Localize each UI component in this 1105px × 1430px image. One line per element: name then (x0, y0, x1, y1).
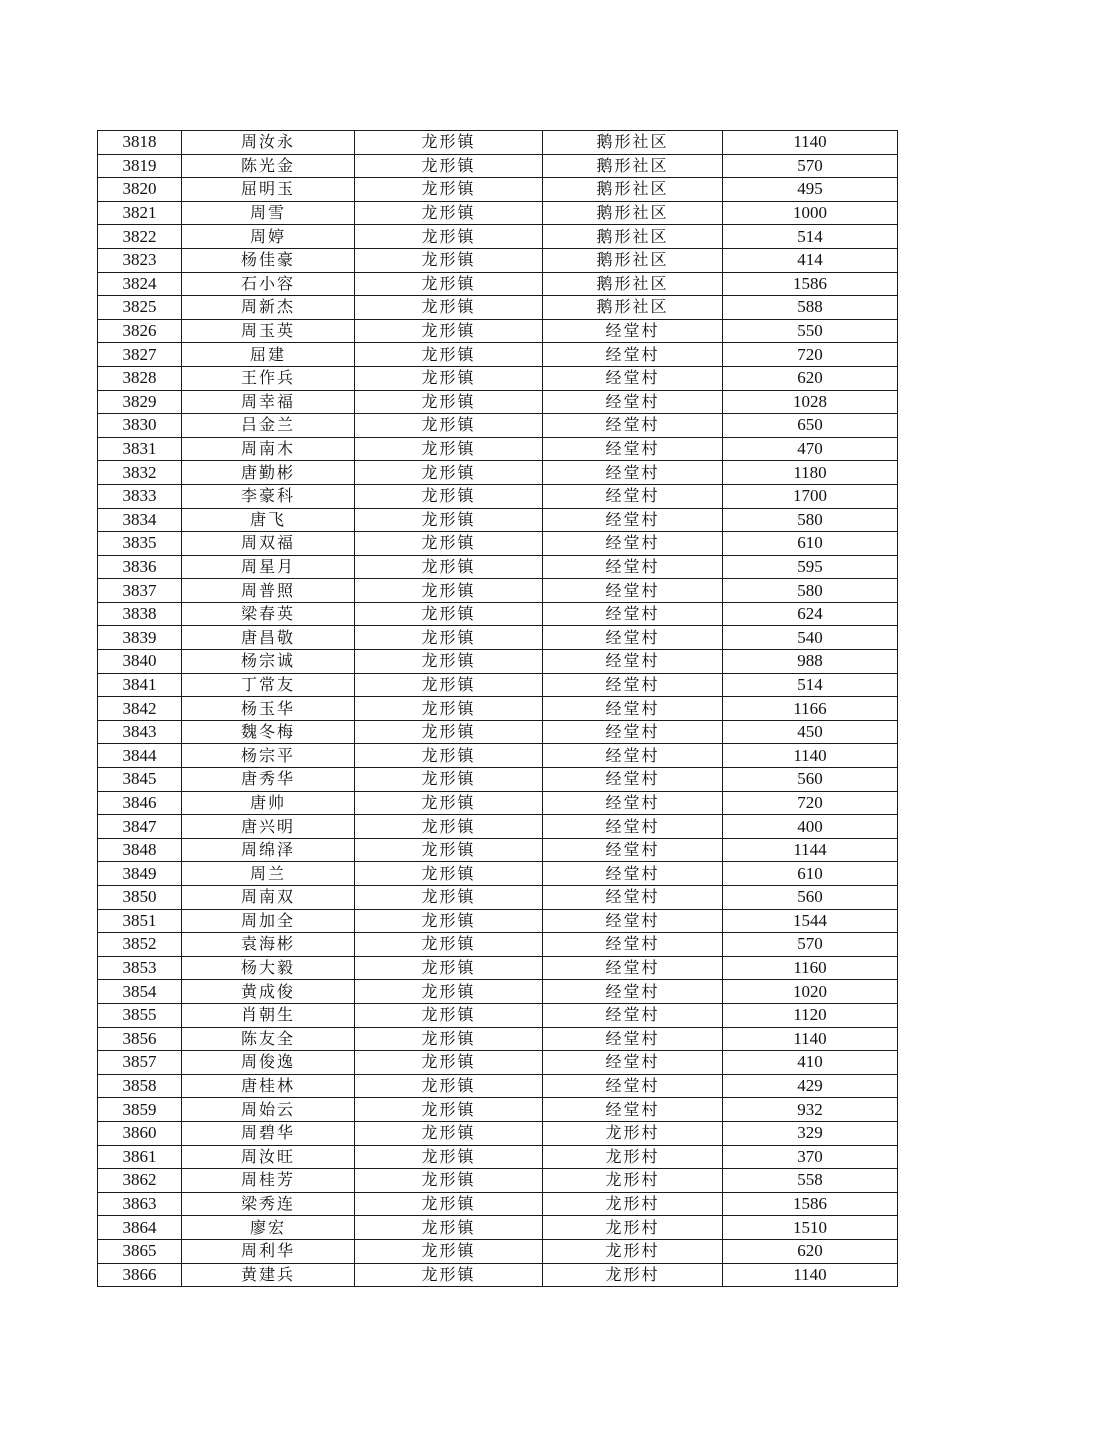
amount-cell: 595 (723, 555, 898, 579)
amount-cell: 1140 (723, 744, 898, 768)
town-cell: 龙形镇 (355, 225, 543, 249)
table-row (98, 1074, 898, 1098)
town-cell: 龙形镇 (355, 1098, 543, 1122)
amount-cell: 429 (723, 1074, 898, 1098)
table-row (98, 414, 898, 438)
name-cell: 唐昌敬 (182, 626, 355, 650)
name-cell: 丁常友 (182, 673, 355, 697)
table-row (98, 980, 898, 1004)
village-cell: 经堂村 (543, 697, 723, 721)
row-number-cell: 3826 (98, 319, 182, 343)
name-cell: 周俊逸 (182, 1051, 355, 1075)
table-row (98, 886, 898, 910)
row-number-cell: 3845 (98, 768, 182, 792)
row-number-cell: 3859 (98, 1098, 182, 1122)
name-cell: 唐秀华 (182, 768, 355, 792)
table-row (98, 1263, 898, 1287)
town-cell: 龙形镇 (355, 532, 543, 556)
row-number-cell: 3853 (98, 956, 182, 980)
name-cell: 周桂芳 (182, 1169, 355, 1193)
village-cell: 经堂村 (543, 838, 723, 862)
amount-cell: 570 (723, 154, 898, 178)
town-cell: 龙形镇 (355, 1216, 543, 1240)
town-cell: 龙形镇 (355, 602, 543, 626)
amount-cell: 400 (723, 815, 898, 839)
table-row (98, 650, 898, 674)
amount-cell: 1180 (723, 461, 898, 485)
amount-cell: 1700 (723, 484, 898, 508)
village-cell: 经堂村 (543, 532, 723, 556)
village-cell: 经堂村 (543, 508, 723, 532)
amount-cell: 610 (723, 532, 898, 556)
village-cell: 经堂村 (543, 862, 723, 886)
village-cell: 经堂村 (543, 414, 723, 438)
village-cell: 经堂村 (543, 602, 723, 626)
town-cell: 龙形镇 (355, 980, 543, 1004)
village-cell: 经堂村 (543, 437, 723, 461)
name-cell: 廖宏 (182, 1216, 355, 1240)
name-cell: 周新杰 (182, 296, 355, 320)
row-number-cell: 3860 (98, 1121, 182, 1145)
table-row (98, 744, 898, 768)
village-cell: 经堂村 (543, 579, 723, 603)
name-cell: 杨佳豪 (182, 248, 355, 272)
amount-cell: 1160 (723, 956, 898, 980)
row-number-cell: 3855 (98, 1003, 182, 1027)
amount-cell: 1510 (723, 1216, 898, 1240)
row-number-cell: 3856 (98, 1027, 182, 1051)
table-row (98, 791, 898, 815)
village-cell: 鹅形社区 (543, 131, 723, 155)
table-row (98, 956, 898, 980)
amount-cell: 1120 (723, 1003, 898, 1027)
town-cell: 龙形镇 (355, 248, 543, 272)
row-number-cell: 3824 (98, 272, 182, 296)
row-number-cell: 3825 (98, 296, 182, 320)
row-number-cell: 3818 (98, 131, 182, 155)
amount-cell: 540 (723, 626, 898, 650)
amount-cell: 1144 (723, 838, 898, 862)
name-cell: 杨玉华 (182, 697, 355, 721)
amount-cell: 1140 (723, 1263, 898, 1287)
name-cell: 李豪科 (182, 484, 355, 508)
row-number-cell: 3820 (98, 178, 182, 202)
table-row (98, 1169, 898, 1193)
name-cell: 梁春英 (182, 602, 355, 626)
town-cell: 龙形镇 (355, 390, 543, 414)
name-cell: 唐飞 (182, 508, 355, 532)
row-number-cell: 3864 (98, 1216, 182, 1240)
row-number-cell: 3839 (98, 626, 182, 650)
amount-cell: 720 (723, 343, 898, 367)
name-cell: 周玉英 (182, 319, 355, 343)
village-cell: 龙形村 (543, 1239, 723, 1263)
town-cell: 龙形镇 (355, 720, 543, 744)
town-cell: 龙形镇 (355, 1003, 543, 1027)
name-cell: 周绵泽 (182, 838, 355, 862)
row-number-cell: 3819 (98, 154, 182, 178)
amount-cell: 495 (723, 178, 898, 202)
name-cell: 杨大毅 (182, 956, 355, 980)
table-row (98, 296, 898, 320)
town-cell: 龙形镇 (355, 1051, 543, 1075)
table-row (98, 201, 898, 225)
village-cell: 经堂村 (543, 650, 723, 674)
table-row (98, 720, 898, 744)
town-cell: 龙形镇 (355, 768, 543, 792)
amount-cell: 624 (723, 602, 898, 626)
village-cell: 经堂村 (543, 791, 723, 815)
amount-cell: 1020 (723, 980, 898, 1004)
row-number-cell: 3847 (98, 815, 182, 839)
amount-cell: 414 (723, 248, 898, 272)
village-cell: 经堂村 (543, 390, 723, 414)
table-body (98, 131, 898, 1287)
village-cell: 经堂村 (543, 626, 723, 650)
village-cell: 经堂村 (543, 815, 723, 839)
amount-cell: 1166 (723, 697, 898, 721)
table-row (98, 909, 898, 933)
town-cell: 龙形镇 (355, 1027, 543, 1051)
village-cell: 龙形村 (543, 1216, 723, 1240)
village-cell: 鹅形社区 (543, 248, 723, 272)
town-cell: 龙形镇 (355, 697, 543, 721)
table-row (98, 272, 898, 296)
name-cell: 黄成俊 (182, 980, 355, 1004)
town-cell: 龙形镇 (355, 650, 543, 674)
table-row (98, 1098, 898, 1122)
amount-cell: 560 (723, 768, 898, 792)
town-cell: 龙形镇 (355, 484, 543, 508)
name-cell: 周普照 (182, 579, 355, 603)
name-cell: 周星月 (182, 555, 355, 579)
village-cell: 经堂村 (543, 366, 723, 390)
row-number-cell: 3852 (98, 933, 182, 957)
name-cell: 周汝旺 (182, 1145, 355, 1169)
table-row (98, 1145, 898, 1169)
table-row (98, 697, 898, 721)
village-cell: 经堂村 (543, 673, 723, 697)
village-cell: 经堂村 (543, 744, 723, 768)
table-row (98, 1121, 898, 1145)
table-row (98, 626, 898, 650)
row-number-cell: 3836 (98, 555, 182, 579)
row-number-cell: 3851 (98, 909, 182, 933)
table-row (98, 154, 898, 178)
town-cell: 龙形镇 (355, 1169, 543, 1193)
name-cell: 周双福 (182, 532, 355, 556)
table-row (98, 508, 898, 532)
town-cell: 龙形镇 (355, 1239, 543, 1263)
town-cell: 龙形镇 (355, 1121, 543, 1145)
table-row (98, 602, 898, 626)
village-cell: 鹅形社区 (543, 225, 723, 249)
row-number-cell: 3838 (98, 602, 182, 626)
town-cell: 龙形镇 (355, 862, 543, 886)
row-number-cell: 3866 (98, 1263, 182, 1287)
town-cell: 龙形镇 (355, 201, 543, 225)
town-cell: 龙形镇 (355, 296, 543, 320)
town-cell: 龙形镇 (355, 508, 543, 532)
name-cell: 周碧华 (182, 1121, 355, 1145)
town-cell: 龙形镇 (355, 178, 543, 202)
village-cell: 鹅形社区 (543, 201, 723, 225)
row-number-cell: 3831 (98, 437, 182, 461)
row-number-cell: 3848 (98, 838, 182, 862)
table-row (98, 1216, 898, 1240)
row-number-cell: 3823 (98, 248, 182, 272)
town-cell: 龙形镇 (355, 1074, 543, 1098)
town-cell: 龙形镇 (355, 579, 543, 603)
row-number-cell: 3862 (98, 1169, 182, 1193)
row-number-cell: 3837 (98, 579, 182, 603)
row-number-cell: 3821 (98, 201, 182, 225)
amount-cell: 1586 (723, 1192, 898, 1216)
amount-cell: 620 (723, 366, 898, 390)
amount-cell: 988 (723, 650, 898, 674)
name-cell: 周加全 (182, 909, 355, 933)
row-number-cell: 3844 (98, 744, 182, 768)
village-cell: 龙形村 (543, 1121, 723, 1145)
village-cell: 经堂村 (543, 484, 723, 508)
village-cell: 经堂村 (543, 980, 723, 1004)
village-cell: 鹅形社区 (543, 296, 723, 320)
table-row (98, 178, 898, 202)
amount-cell: 1000 (723, 201, 898, 225)
town-cell: 龙形镇 (355, 461, 543, 485)
town-cell: 龙形镇 (355, 414, 543, 438)
town-cell: 龙形镇 (355, 319, 543, 343)
table-row (98, 343, 898, 367)
town-cell: 龙形镇 (355, 815, 543, 839)
name-cell: 唐勤彬 (182, 461, 355, 485)
amount-cell: 514 (723, 225, 898, 249)
name-cell: 周利华 (182, 1239, 355, 1263)
village-cell: 经堂村 (543, 956, 723, 980)
table-row (98, 555, 898, 579)
amount-cell: 580 (723, 579, 898, 603)
amount-cell: 720 (723, 791, 898, 815)
name-cell: 陈友全 (182, 1027, 355, 1051)
village-cell: 经堂村 (543, 1051, 723, 1075)
row-number-cell: 3832 (98, 461, 182, 485)
table-row (98, 1051, 898, 1075)
row-number-cell: 3865 (98, 1239, 182, 1263)
town-cell: 龙形镇 (355, 956, 543, 980)
table-row (98, 838, 898, 862)
town-cell: 龙形镇 (355, 673, 543, 697)
table-row (98, 131, 898, 155)
name-cell: 周兰 (182, 862, 355, 886)
amount-cell: 514 (723, 673, 898, 697)
town-cell: 龙形镇 (355, 626, 543, 650)
town-cell: 龙形镇 (355, 791, 543, 815)
amount-cell: 1544 (723, 909, 898, 933)
row-number-cell: 3849 (98, 862, 182, 886)
name-cell: 周汝永 (182, 131, 355, 155)
town-cell: 龙形镇 (355, 933, 543, 957)
amount-cell: 450 (723, 720, 898, 744)
row-number-cell: 3857 (98, 1051, 182, 1075)
amount-cell: 370 (723, 1145, 898, 1169)
name-cell: 吕金兰 (182, 414, 355, 438)
table-row (98, 366, 898, 390)
name-cell: 王作兵 (182, 366, 355, 390)
name-cell: 肖朝生 (182, 1003, 355, 1027)
name-cell: 袁海彬 (182, 933, 355, 957)
name-cell: 唐帅 (182, 791, 355, 815)
town-cell: 龙形镇 (355, 838, 543, 862)
village-cell: 鹅形社区 (543, 178, 723, 202)
name-cell: 屈明玉 (182, 178, 355, 202)
town-cell: 龙形镇 (355, 154, 543, 178)
amount-cell: 580 (723, 508, 898, 532)
amount-cell: 470 (723, 437, 898, 461)
row-number-cell: 3822 (98, 225, 182, 249)
row-number-cell: 3834 (98, 508, 182, 532)
amount-cell: 650 (723, 414, 898, 438)
table-row (98, 579, 898, 603)
town-cell: 龙形镇 (355, 1145, 543, 1169)
amount-cell: 620 (723, 1239, 898, 1263)
table-row (98, 1003, 898, 1027)
table-row (98, 862, 898, 886)
table-row (98, 390, 898, 414)
village-cell: 经堂村 (543, 1003, 723, 1027)
name-cell: 石小容 (182, 272, 355, 296)
town-cell: 龙形镇 (355, 555, 543, 579)
village-cell: 鹅形社区 (543, 154, 723, 178)
row-number-cell: 3827 (98, 343, 182, 367)
row-number-cell: 3843 (98, 720, 182, 744)
village-cell: 经堂村 (543, 720, 723, 744)
name-cell: 周南木 (182, 437, 355, 461)
village-cell: 经堂村 (543, 886, 723, 910)
data-table (97, 130, 898, 1287)
name-cell: 杨宗平 (182, 744, 355, 768)
row-number-cell: 3850 (98, 886, 182, 910)
amount-cell: 588 (723, 296, 898, 320)
table-row (98, 1027, 898, 1051)
row-number-cell: 3830 (98, 414, 182, 438)
name-cell: 黄建兵 (182, 1263, 355, 1287)
village-cell: 经堂村 (543, 1098, 723, 1122)
village-cell: 经堂村 (543, 555, 723, 579)
table-row (98, 461, 898, 485)
amount-cell: 1140 (723, 1027, 898, 1051)
row-number-cell: 3833 (98, 484, 182, 508)
name-cell: 周幸福 (182, 390, 355, 414)
table-row (98, 484, 898, 508)
name-cell: 周婷 (182, 225, 355, 249)
town-cell: 龙形镇 (355, 1192, 543, 1216)
table-row (98, 1239, 898, 1263)
amount-cell: 1028 (723, 390, 898, 414)
row-number-cell: 3854 (98, 980, 182, 1004)
amount-cell: 610 (723, 862, 898, 886)
amount-cell: 560 (723, 886, 898, 910)
town-cell: 龙形镇 (355, 272, 543, 296)
row-number-cell: 3835 (98, 532, 182, 556)
row-number-cell: 3863 (98, 1192, 182, 1216)
village-cell: 经堂村 (543, 1027, 723, 1051)
row-number-cell: 3841 (98, 673, 182, 697)
town-cell: 龙形镇 (355, 744, 543, 768)
row-number-cell: 3840 (98, 650, 182, 674)
village-cell: 鹅形社区 (543, 272, 723, 296)
table-row (98, 248, 898, 272)
table-row (98, 319, 898, 343)
name-cell: 屈建 (182, 343, 355, 367)
amount-cell: 1140 (723, 131, 898, 155)
amount-cell: 1586 (723, 272, 898, 296)
town-cell: 龙形镇 (355, 366, 543, 390)
name-cell: 周雪 (182, 201, 355, 225)
village-cell: 龙形村 (543, 1192, 723, 1216)
village-cell: 经堂村 (543, 768, 723, 792)
table-row (98, 815, 898, 839)
village-cell: 经堂村 (543, 343, 723, 367)
amount-cell: 550 (723, 319, 898, 343)
name-cell: 魏冬梅 (182, 720, 355, 744)
table-row (98, 1192, 898, 1216)
village-cell: 龙形村 (543, 1263, 723, 1287)
amount-cell: 932 (723, 1098, 898, 1122)
name-cell: 周始云 (182, 1098, 355, 1122)
town-cell: 龙形镇 (355, 886, 543, 910)
village-cell: 龙形村 (543, 1169, 723, 1193)
name-cell: 梁秀连 (182, 1192, 355, 1216)
table-row (98, 768, 898, 792)
amount-cell: 558 (723, 1169, 898, 1193)
town-cell: 龙形镇 (355, 131, 543, 155)
row-number-cell: 3842 (98, 697, 182, 721)
village-cell: 经堂村 (543, 933, 723, 957)
village-cell: 经堂村 (543, 909, 723, 933)
table-row (98, 532, 898, 556)
row-number-cell: 3858 (98, 1074, 182, 1098)
town-cell: 龙形镇 (355, 1263, 543, 1287)
name-cell: 陈光金 (182, 154, 355, 178)
name-cell: 唐桂林 (182, 1074, 355, 1098)
name-cell: 唐兴明 (182, 815, 355, 839)
amount-cell: 410 (723, 1051, 898, 1075)
row-number-cell: 3861 (98, 1145, 182, 1169)
village-cell: 龙形村 (543, 1145, 723, 1169)
row-number-cell: 3828 (98, 366, 182, 390)
table-row (98, 933, 898, 957)
village-cell: 经堂村 (543, 461, 723, 485)
town-cell: 龙形镇 (355, 437, 543, 461)
village-cell: 经堂村 (543, 319, 723, 343)
name-cell: 周南双 (182, 886, 355, 910)
table-row (98, 673, 898, 697)
table-row (98, 437, 898, 461)
name-cell: 杨宗诚 (182, 650, 355, 674)
amount-cell: 570 (723, 933, 898, 957)
amount-cell: 329 (723, 1121, 898, 1145)
row-number-cell: 3846 (98, 791, 182, 815)
town-cell: 龙形镇 (355, 909, 543, 933)
row-number-cell: 3829 (98, 390, 182, 414)
town-cell: 龙形镇 (355, 343, 543, 367)
table-row (98, 225, 898, 249)
village-cell: 经堂村 (543, 1074, 723, 1098)
